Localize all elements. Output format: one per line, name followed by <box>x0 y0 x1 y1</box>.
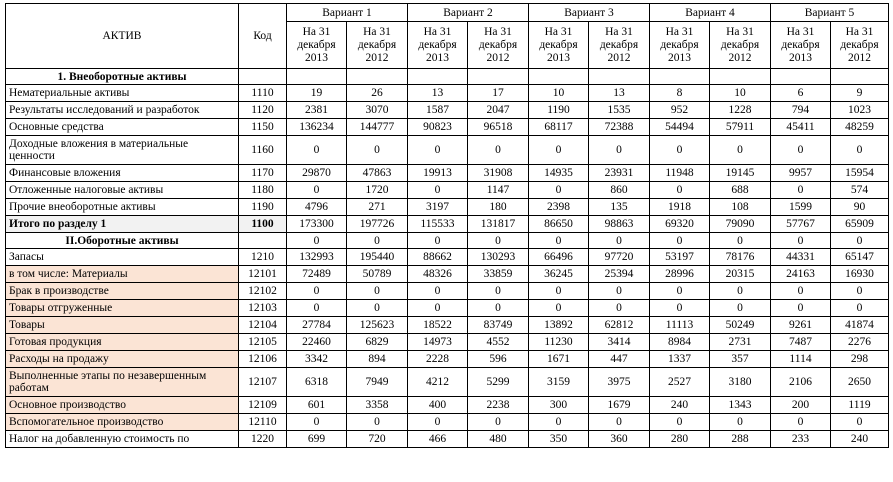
value-cell: 240 <box>650 397 710 414</box>
value-cell: 0 <box>347 283 408 300</box>
date-2012-header: На 31 декабря 2012 <box>710 22 771 69</box>
value-cell: 0 <box>710 233 771 249</box>
table-row <box>6 266 889 283</box>
value-cell: 13 <box>408 85 468 102</box>
value-cell: 0 <box>529 182 589 199</box>
row-label: Результаты исследований и разработок <box>6 102 239 119</box>
table-row <box>6 136 889 165</box>
value-cell: 44331 <box>771 249 831 266</box>
value-cell: 48326 <box>408 266 468 283</box>
row-label: Расходы на продажу <box>6 351 239 368</box>
value-cell: 19913 <box>408 165 468 182</box>
value-cell: 11113 <box>650 317 710 334</box>
value-cell: 699 <box>287 431 347 448</box>
section-header-row <box>6 233 889 249</box>
value-cell: 8984 <box>650 334 710 351</box>
value-cell: 135 <box>589 199 650 216</box>
value-cell: 62812 <box>589 317 650 334</box>
value-cell: 480 <box>468 431 529 448</box>
value-cell: 0 <box>589 283 650 300</box>
value-cell: 24163 <box>771 266 831 283</box>
value-cell: 0 <box>408 300 468 317</box>
value-cell: 0 <box>529 414 589 431</box>
value-cell: 2398 <box>529 199 589 216</box>
value-cell: 0 <box>529 300 589 317</box>
date-2012-header: На 31 декабря 2012 <box>468 22 529 69</box>
value-cell: 0 <box>468 233 529 249</box>
row-label: Налог на добавленную стоимость по <box>6 431 239 448</box>
value-cell: 357 <box>710 351 771 368</box>
value-cell: 0 <box>710 283 771 300</box>
table-row <box>6 85 889 102</box>
value-cell: 0 <box>710 300 771 317</box>
value-cell: 69320 <box>650 216 710 233</box>
value-cell: 0 <box>589 136 650 165</box>
value-cell: 25394 <box>589 266 650 283</box>
value-cell: 57911 <box>710 119 771 136</box>
value-cell: 0 <box>468 300 529 317</box>
value-cell: 57767 <box>771 216 831 233</box>
section-title: II.Оборотные активы <box>6 233 239 249</box>
date-2013-header: На 31 декабря 2013 <box>287 22 347 69</box>
value-cell: 574 <box>831 182 889 199</box>
value-cell: 132993 <box>287 249 347 266</box>
row-code: 12101 <box>239 266 287 283</box>
value-cell: 0 <box>287 283 347 300</box>
value-cell: 10 <box>710 85 771 102</box>
value-cell: 2228 <box>408 351 468 368</box>
asset-column-header: АКТИВ <box>6 4 239 69</box>
row-code <box>239 69 287 85</box>
value-cell: 0 <box>529 136 589 165</box>
date-2013-header: На 31 декабря 2013 <box>529 22 589 69</box>
value-cell: 17 <box>468 85 529 102</box>
row-label: Товары отгруженные <box>6 300 239 317</box>
value-cell: 720 <box>347 431 408 448</box>
row-label: Брак в производстве <box>6 283 239 300</box>
value-cell: 16930 <box>831 266 889 283</box>
value-cell: 0 <box>468 136 529 165</box>
value-cell: 88662 <box>408 249 468 266</box>
value-cell <box>831 69 889 85</box>
row-code: 12102 <box>239 283 287 300</box>
value-cell: 3070 <box>347 102 408 119</box>
row-label: Основное производство <box>6 397 239 414</box>
value-cell: 894 <box>347 351 408 368</box>
value-cell: 11230 <box>529 334 589 351</box>
value-cell: 601 <box>287 397 347 414</box>
value-cell: 5299 <box>468 368 529 397</box>
value-cell: 1720 <box>347 182 408 199</box>
value-cell: 3358 <box>347 397 408 414</box>
value-cell: 300 <box>529 397 589 414</box>
value-cell: 0 <box>408 283 468 300</box>
value-cell: 14973 <box>408 334 468 351</box>
table-row <box>6 182 889 199</box>
value-cell: 90 <box>831 199 889 216</box>
value-cell: 19 <box>287 85 347 102</box>
value-cell: 360 <box>589 431 650 448</box>
value-cell: 0 <box>650 136 710 165</box>
value-cell <box>468 69 529 85</box>
table-row <box>6 334 889 351</box>
row-code: 1160 <box>239 136 287 165</box>
value-cell <box>771 69 831 85</box>
value-cell: 233 <box>771 431 831 448</box>
value-cell: 1023 <box>831 102 889 119</box>
section-header-row <box>6 69 889 85</box>
value-cell: 6 <box>771 85 831 102</box>
value-cell: 3180 <box>710 368 771 397</box>
value-cell: 54494 <box>650 119 710 136</box>
row-code: 12105 <box>239 334 287 351</box>
value-cell: 0 <box>347 233 408 249</box>
value-cell: 1343 <box>710 397 771 414</box>
value-cell: 50249 <box>710 317 771 334</box>
value-cell: 0 <box>771 300 831 317</box>
row-code: 1110 <box>239 85 287 102</box>
table-row <box>6 249 889 266</box>
value-cell: 0 <box>287 300 347 317</box>
value-cell: 2381 <box>287 102 347 119</box>
value-cell <box>710 69 771 85</box>
value-cell: 0 <box>831 300 889 317</box>
value-cell: 1671 <box>529 351 589 368</box>
value-cell: 10 <box>529 85 589 102</box>
value-cell: 0 <box>710 414 771 431</box>
value-cell: 350 <box>529 431 589 448</box>
value-cell: 1535 <box>589 102 650 119</box>
value-cell: 1337 <box>650 351 710 368</box>
value-cell: 19145 <box>710 165 771 182</box>
value-cell: 0 <box>287 182 347 199</box>
value-cell: 2238 <box>468 397 529 414</box>
value-cell: 298 <box>831 351 889 368</box>
value-cell: 86650 <box>529 216 589 233</box>
value-cell: 45411 <box>771 119 831 136</box>
code-column-header: Код <box>239 4 287 69</box>
date-2012-header: На 31 декабря 2012 <box>831 22 889 69</box>
section-title: 1. Внеоборотные активы <box>6 69 239 85</box>
value-cell: 108 <box>710 199 771 216</box>
value-cell: 0 <box>650 414 710 431</box>
variant-1-header: Вариант 1 <box>287 4 408 22</box>
row-code <box>239 233 287 249</box>
value-cell: 280 <box>650 431 710 448</box>
value-cell: 0 <box>831 136 889 165</box>
value-cell: 48259 <box>831 119 889 136</box>
value-cell: 2106 <box>771 368 831 397</box>
value-cell <box>650 69 710 85</box>
value-cell: 53197 <box>650 249 710 266</box>
value-cell: 0 <box>771 233 831 249</box>
value-cell: 3975 <box>589 368 650 397</box>
value-cell: 466 <box>408 431 468 448</box>
value-cell: 2047 <box>468 102 529 119</box>
value-cell: 1679 <box>589 397 650 414</box>
row-label: Вспомогательное производство <box>6 414 239 431</box>
row-code: 12110 <box>239 414 287 431</box>
value-cell: 0 <box>771 283 831 300</box>
row-code: 12106 <box>239 351 287 368</box>
value-cell: 197726 <box>347 216 408 233</box>
value-cell: 2650 <box>831 368 889 397</box>
value-cell: 9261 <box>771 317 831 334</box>
value-cell: 15954 <box>831 165 889 182</box>
value-cell: 2527 <box>650 368 710 397</box>
value-cell: 0 <box>529 233 589 249</box>
value-cell: 596 <box>468 351 529 368</box>
value-cell: 0 <box>347 136 408 165</box>
row-label: Отложенные налоговые активы <box>6 182 239 199</box>
value-cell: 0 <box>650 182 710 199</box>
row-code: 12104 <box>239 317 287 334</box>
value-cell: 1228 <box>710 102 771 119</box>
total-row <box>6 216 889 233</box>
value-cell: 0 <box>589 300 650 317</box>
value-cell: 83749 <box>468 317 529 334</box>
value-cell: 240 <box>831 431 889 448</box>
row-label: Финансовые вложения <box>6 165 239 182</box>
value-cell: 50789 <box>347 266 408 283</box>
value-cell: 1114 <box>771 351 831 368</box>
row-label: Запасы <box>6 249 239 266</box>
value-cell: 23931 <box>589 165 650 182</box>
value-cell: 1587 <box>408 102 468 119</box>
table-row <box>6 431 889 448</box>
value-cell: 20315 <box>710 266 771 283</box>
value-cell: 860 <box>589 182 650 199</box>
value-cell: 47863 <box>347 165 408 182</box>
value-cell: 9957 <box>771 165 831 182</box>
value-cell: 0 <box>529 283 589 300</box>
variant-2-header: Вариант 2 <box>408 4 529 22</box>
value-cell: 0 <box>650 233 710 249</box>
variant-3-header: Вариант 3 <box>529 4 650 22</box>
row-code: 12107 <box>239 368 287 397</box>
row-code: 1120 <box>239 102 287 119</box>
value-cell: 131817 <box>468 216 529 233</box>
value-cell: 0 <box>650 300 710 317</box>
value-cell: 3342 <box>287 351 347 368</box>
value-cell: 0 <box>650 283 710 300</box>
value-cell: 0 <box>710 136 771 165</box>
value-cell: 2731 <box>710 334 771 351</box>
value-cell: 26 <box>347 85 408 102</box>
value-cell: 3197 <box>408 199 468 216</box>
table-row <box>6 300 889 317</box>
value-cell: 3414 <box>589 334 650 351</box>
value-cell: 125623 <box>347 317 408 334</box>
value-cell: 3159 <box>529 368 589 397</box>
row-label: Прочие внеоборотные активы <box>6 199 239 216</box>
value-cell: 72489 <box>287 266 347 283</box>
value-cell: 0 <box>831 414 889 431</box>
value-cell <box>287 69 347 85</box>
value-cell: 7949 <box>347 368 408 397</box>
value-cell <box>408 69 468 85</box>
value-cell: 0 <box>468 414 529 431</box>
value-cell: 31908 <box>468 165 529 182</box>
value-cell: 1599 <box>771 199 831 216</box>
row-label: в том числе: Материалы <box>6 266 239 283</box>
value-cell: 688 <box>710 182 771 199</box>
row-code: 1190 <box>239 199 287 216</box>
value-cell: 28996 <box>650 266 710 283</box>
value-cell: 14935 <box>529 165 589 182</box>
value-cell: 1918 <box>650 199 710 216</box>
value-cell: 90823 <box>408 119 468 136</box>
table-row <box>6 102 889 119</box>
value-cell: 288 <box>710 431 771 448</box>
value-cell: 68117 <box>529 119 589 136</box>
value-cell: 96518 <box>468 119 529 136</box>
value-cell: 0 <box>408 182 468 199</box>
value-cell: 0 <box>408 414 468 431</box>
value-cell: 13 <box>589 85 650 102</box>
value-cell: 7487 <box>771 334 831 351</box>
value-cell: 66496 <box>529 249 589 266</box>
table-row <box>6 283 889 300</box>
value-cell: 65909 <box>831 216 889 233</box>
value-cell: 0 <box>589 233 650 249</box>
value-cell: 6318 <box>287 368 347 397</box>
table-row <box>6 414 889 431</box>
value-cell: 97720 <box>589 249 650 266</box>
row-code: 1220 <box>239 431 287 448</box>
value-cell: 41874 <box>831 317 889 334</box>
value-cell: 952 <box>650 102 710 119</box>
row-code: 12109 <box>239 397 287 414</box>
value-cell: 65147 <box>831 249 889 266</box>
date-2013-header: На 31 декабря 2013 <box>408 22 468 69</box>
balance-sheet-table <box>5 3 889 448</box>
value-cell: 0 <box>347 414 408 431</box>
value-cell: 794 <box>771 102 831 119</box>
row-label: Нематериальные активы <box>6 85 239 102</box>
value-cell: 195440 <box>347 249 408 266</box>
value-cell: 29870 <box>287 165 347 182</box>
value-cell: 130293 <box>468 249 529 266</box>
table-row <box>6 165 889 182</box>
value-cell: 0 <box>771 414 831 431</box>
row-label: Итого по разделу 1 <box>6 216 239 233</box>
value-cell: 0 <box>287 414 347 431</box>
value-cell: 18522 <box>408 317 468 334</box>
value-cell: 22460 <box>287 334 347 351</box>
value-cell: 2276 <box>831 334 889 351</box>
value-cell: 4796 <box>287 199 347 216</box>
row-code: 1100 <box>239 216 287 233</box>
value-cell: 0 <box>589 414 650 431</box>
value-cell: 0 <box>287 136 347 165</box>
row-code: 1210 <box>239 249 287 266</box>
table-row <box>6 397 889 414</box>
date-2013-header: На 31 декабря 2013 <box>650 22 710 69</box>
value-cell: 0 <box>831 233 889 249</box>
value-cell: 1190 <box>529 102 589 119</box>
value-cell: 1147 <box>468 182 529 199</box>
value-cell: 98863 <box>589 216 650 233</box>
value-cell: 180 <box>468 199 529 216</box>
table-header <box>6 4 889 69</box>
value-cell: 0 <box>771 136 831 165</box>
table-row <box>6 199 889 216</box>
value-cell: 78176 <box>710 249 771 266</box>
value-cell: 79090 <box>710 216 771 233</box>
value-cell: 4552 <box>468 334 529 351</box>
table-row <box>6 317 889 334</box>
value-cell: 0 <box>287 233 347 249</box>
row-label: Основные средства <box>6 119 239 136</box>
date-2012-header: На 31 декабря 2012 <box>589 22 650 69</box>
value-cell: 144777 <box>347 119 408 136</box>
table-row <box>6 119 889 136</box>
row-code: 1170 <box>239 165 287 182</box>
value-cell: 27784 <box>287 317 347 334</box>
variant-5-header: Вариант 5 <box>771 4 889 22</box>
value-cell: 4212 <box>408 368 468 397</box>
value-cell: 36245 <box>529 266 589 283</box>
value-cell: 271 <box>347 199 408 216</box>
value-cell: 13892 <box>529 317 589 334</box>
value-cell <box>347 69 408 85</box>
value-cell: 0 <box>347 300 408 317</box>
value-cell: 9 <box>831 85 889 102</box>
table-row <box>6 351 889 368</box>
value-cell: 0 <box>771 182 831 199</box>
value-cell: 11948 <box>650 165 710 182</box>
value-cell: 447 <box>589 351 650 368</box>
row-code: 12103 <box>239 300 287 317</box>
row-code: 1180 <box>239 182 287 199</box>
value-cell: 6829 <box>347 334 408 351</box>
table-row <box>6 368 889 397</box>
value-cell: 0 <box>831 283 889 300</box>
date-2012-header: На 31 декабря 2012 <box>347 22 408 69</box>
value-cell: 0 <box>408 233 468 249</box>
table-body <box>6 69 889 448</box>
row-label: Выполненные этапы по незавершенным работам <box>6 368 239 397</box>
value-cell: 0 <box>468 283 529 300</box>
value-cell: 33859 <box>468 266 529 283</box>
value-cell: 115533 <box>408 216 468 233</box>
value-cell: 1119 <box>831 397 889 414</box>
value-cell: 0 <box>408 136 468 165</box>
value-cell: 173300 <box>287 216 347 233</box>
variant-4-header: Вариант 4 <box>650 4 771 22</box>
value-cell: 400 <box>408 397 468 414</box>
value-cell <box>529 69 589 85</box>
date-2013-header: На 31 декабря 2013 <box>771 22 831 69</box>
value-cell: 200 <box>771 397 831 414</box>
row-label: Товары <box>6 317 239 334</box>
value-cell: 8 <box>650 85 710 102</box>
value-cell: 136234 <box>287 119 347 136</box>
row-code: 1150 <box>239 119 287 136</box>
row-label: Доходные вложения в материальные ценности <box>6 136 239 165</box>
value-cell: 72388 <box>589 119 650 136</box>
value-cell <box>589 69 650 85</box>
row-label: Готовая продукция <box>6 334 239 351</box>
